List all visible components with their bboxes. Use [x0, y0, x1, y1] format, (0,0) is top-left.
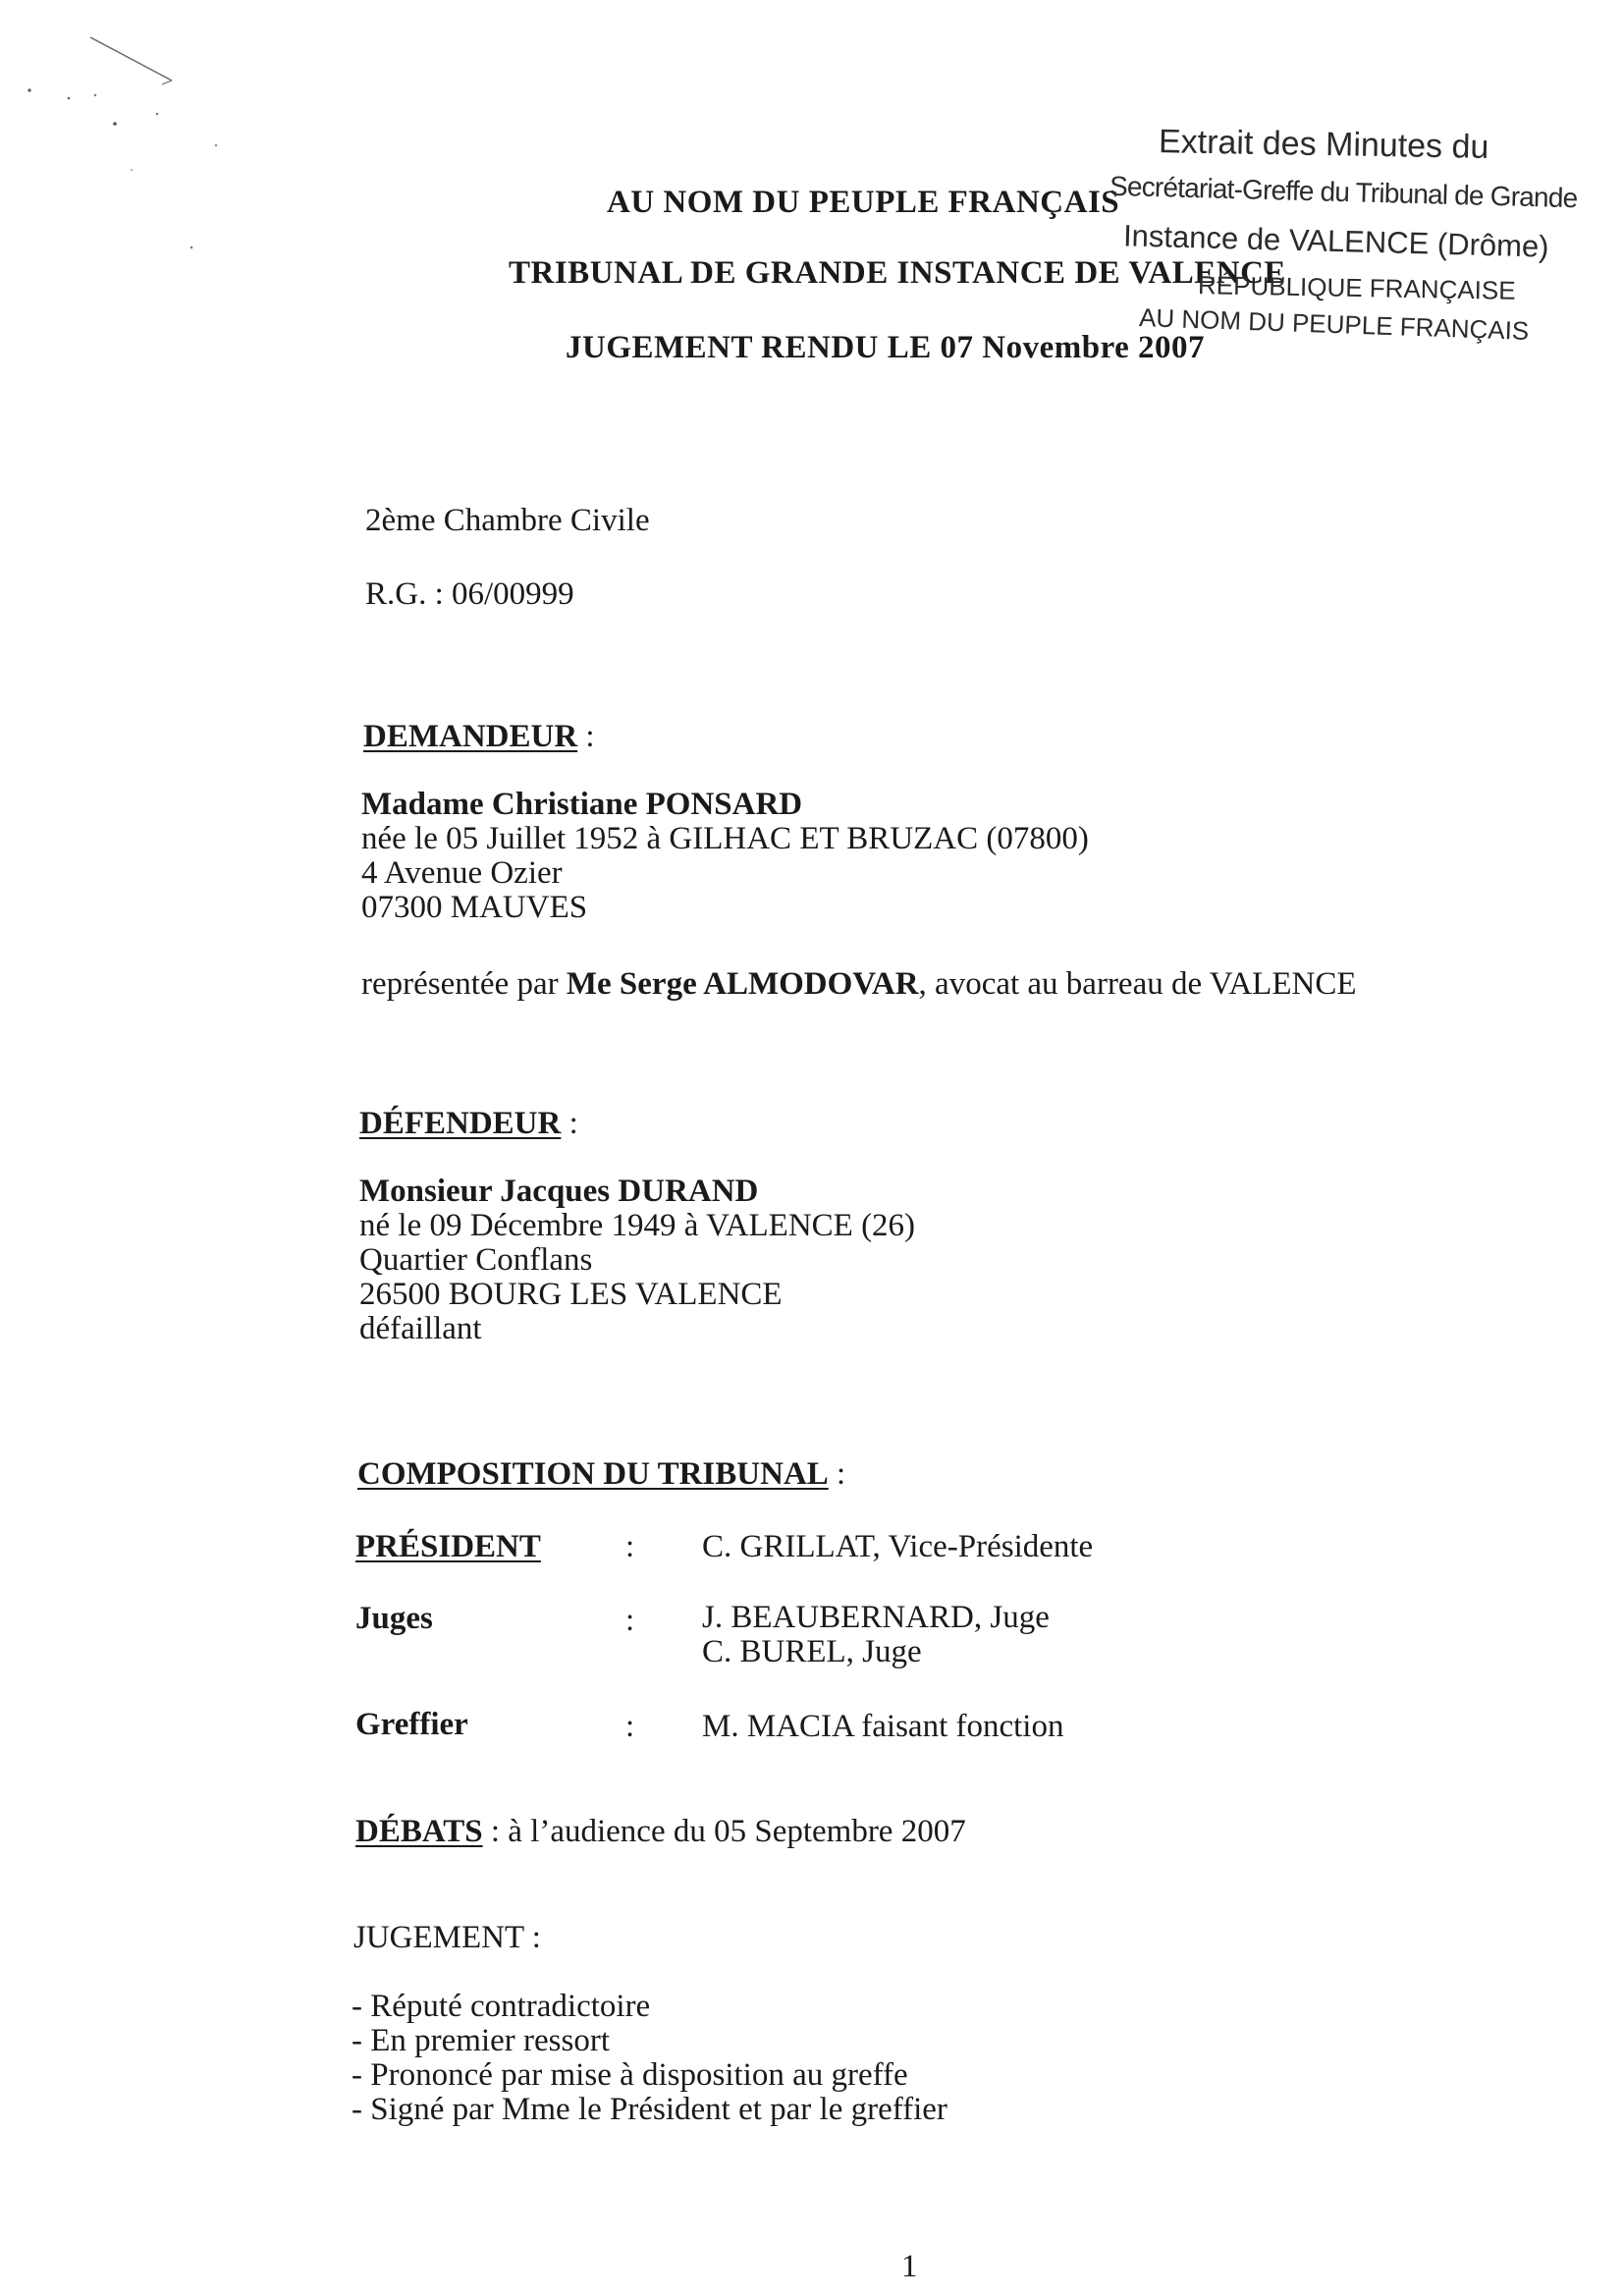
- header-line-2: TRIBUNAL DE GRANDE INSTANCE DE VALENCE: [509, 255, 1286, 291]
- juges-value-2: C. BUREL, Juge: [702, 1634, 922, 1669]
- defendeur-block: [359, 1175, 915, 1346]
- rep-name: Me Serge ALMODOVAR: [566, 966, 919, 1002]
- demandeur-address-1: 4 Avenue Ozier: [361, 855, 563, 891]
- debats-heading: DÉBATS: [355, 1814, 483, 1849]
- chamber-label: 2ème Chambre Civile: [365, 503, 650, 538]
- rep-prefix: représentée par: [361, 966, 567, 1002]
- jugement-item: - Réputé contradictoire: [352, 1989, 651, 2024]
- greffier-label: Greffier: [355, 1707, 468, 1742]
- juges-label: Juges: [355, 1601, 433, 1636]
- jugement-item: - En premier ressort: [352, 2023, 610, 2058]
- stamp-line-5: AU NOM DU PEUPLE FRANÇAIS: [1138, 302, 1530, 346]
- debats-line: [355, 1814, 966, 1850]
- rg-number: R.G. : 06/00999: [365, 576, 574, 612]
- demandeur-birth: née le 05 Juillet 1952 à GILHAC ET BRUZAC (07800): [361, 821, 1089, 856]
- defendeur-name: Monsieur Jacques DURAND: [359, 1174, 759, 1209]
- juges-value-1: J. BEAUBERNARD, Juge: [702, 1600, 1050, 1635]
- juges-values: [702, 1601, 1050, 1669]
- stamp-line-3: Instance de VALENCE (Drôme): [1122, 218, 1549, 264]
- jugement-list: [352, 1990, 947, 2127]
- president-value: C. GRILLAT, Vice-Présidente: [702, 1529, 1094, 1564]
- defendeur-address-2: 26500 BOURG LES VALENCE: [359, 1277, 783, 1312]
- debats-text: : à l’audience du 05 Septembre 2007: [482, 1814, 966, 1849]
- stamp-line-1: Extrait des Minutes du: [1158, 123, 1489, 166]
- president-sep: :: [625, 1529, 635, 1564]
- demandeur-representation: [361, 966, 1357, 1003]
- jugement-heading: JUGEMENT :: [353, 1920, 541, 1955]
- composition-heading: [357, 1456, 845, 1493]
- juges-sep: :: [625, 1603, 635, 1638]
- defendeur-heading: [359, 1106, 578, 1142]
- defendeur-birth: né le 09 Décembre 1949 à VALENCE (26): [359, 1208, 916, 1243]
- stamp-line-2: Secrétariat-Greffe du Tribunal de Grande: [1109, 170, 1578, 214]
- defendeur-heading-label: DÉFENDEUR: [359, 1106, 562, 1141]
- defendeur-address-1: Quartier Conflans: [359, 1242, 593, 1278]
- page-number: 1: [901, 2249, 918, 2284]
- demandeur-heading: [363, 719, 595, 755]
- demandeur-name: Madame Christiane PONSARD: [361, 787, 803, 822]
- composition-heading-colon: :: [828, 1456, 846, 1492]
- greffier-value: M. MACIA faisant fonction: [702, 1709, 1064, 1744]
- header-line-3: JUGEMENT RENDU LE 07 Novembre 2007: [566, 330, 1206, 365]
- greffier-sep: :: [625, 1709, 635, 1744]
- defendeur-status: défaillant: [359, 1311, 482, 1346]
- scan-marks: [0, 0, 255, 255]
- demandeur-address-2: 07300 MAUVES: [361, 890, 588, 925]
- demandeur-block: [361, 788, 1089, 925]
- jugement-item: - Signé par Mme le Président et par le greffier: [352, 2092, 947, 2127]
- defendeur-heading-colon: :: [561, 1106, 578, 1141]
- president-label: PRÉSIDENT: [355, 1529, 541, 1564]
- header-line-1: AU NOM DU PEUPLE FRANÇAIS: [607, 185, 1120, 220]
- demandeur-heading-colon: :: [577, 719, 595, 754]
- rep-suffix: , avocat au barreau de VALENCE: [918, 966, 1357, 1002]
- composition-heading-label: COMPOSITION DU TRIBUNAL: [357, 1456, 829, 1492]
- jugement-item: - Prononcé par mise à disposition au greffe: [352, 2057, 908, 2093]
- stamp-line-4: RÉPUBLIQUE FRANÇAISE: [1197, 270, 1516, 305]
- demandeur-heading-label: DEMANDEUR: [363, 719, 578, 754]
